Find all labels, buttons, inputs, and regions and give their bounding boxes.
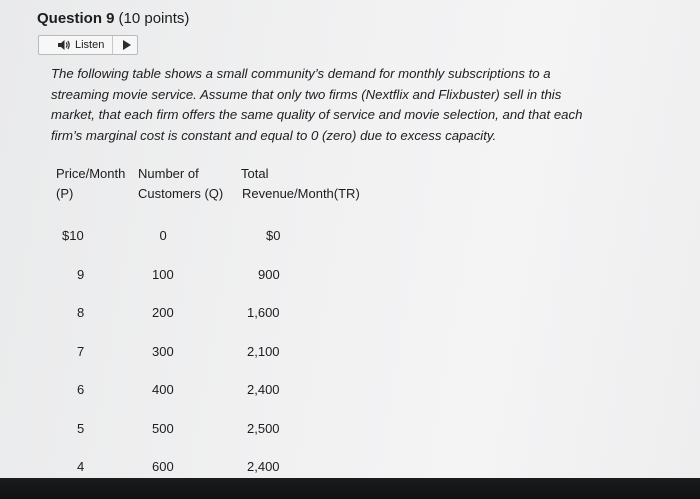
header-revenue-line2: Revenue/Month(TR) xyxy=(242,186,360,201)
table-cell-revenue: 2,400 xyxy=(247,382,280,397)
header-price-line2: (P) xyxy=(56,186,74,201)
listen-button[interactable] xyxy=(39,36,113,54)
table-cell-customers: 0 xyxy=(159,228,167,243)
table-cell-price: 6 xyxy=(77,382,85,397)
table-cell-revenue: 2,100 xyxy=(247,343,280,359)
table-cell-revenue: 900 xyxy=(258,266,280,282)
question-prompt: The following table shows a small community’s demand for monthly subscriptions to a streaming movie service. Assume that only two firms (Nextflix and Flixbuster) sell in this market, that each firm offers the same quality of service and movie selection, and that each firm’s marginal cost is constant and equal to 0 (zero) due to excess capacity. xyxy=(51,66,583,143)
header-price-line1: Price/Month xyxy=(56,166,126,181)
table-cell-customers: 200 xyxy=(152,305,174,320)
table-cell-price: 7 xyxy=(77,343,85,359)
question-header xyxy=(37,10,189,27)
table-cell-customers: 100 xyxy=(152,266,174,282)
listen-label: Listen xyxy=(75,39,105,51)
table-cell-revenue: 1,600 xyxy=(247,305,280,320)
table-cell-revenue: 2,500 xyxy=(247,420,280,436)
speaker-icon xyxy=(57,39,71,51)
question-title: Question 9 xyxy=(37,10,115,27)
bottom-bar xyxy=(0,478,700,499)
listen-widget[interactable] xyxy=(38,35,138,55)
header-revenue-line1: Total xyxy=(241,166,269,181)
question-points: (10 points) xyxy=(118,10,190,27)
table-cell-customers: 500 xyxy=(152,420,174,436)
table-cell-price: 8 xyxy=(77,305,85,320)
table-cell-customers: 300 xyxy=(152,343,174,359)
table-cell-price: 9 xyxy=(77,266,85,282)
play-icon[interactable] xyxy=(123,40,131,50)
table-cell-customers: 400 xyxy=(152,382,174,397)
table-cell-revenue: $0 xyxy=(266,228,281,243)
header-customers-line1: Number of xyxy=(138,166,199,181)
table-cell-price: 5 xyxy=(77,420,85,436)
table-cell-customers: 600 xyxy=(152,459,174,474)
table-cell-price: $10 xyxy=(62,228,84,243)
table-cell-price: 4 xyxy=(77,459,85,474)
header-customers-line2: Customers (Q) xyxy=(138,186,224,201)
table-cell-revenue: 2,400 xyxy=(247,459,280,474)
